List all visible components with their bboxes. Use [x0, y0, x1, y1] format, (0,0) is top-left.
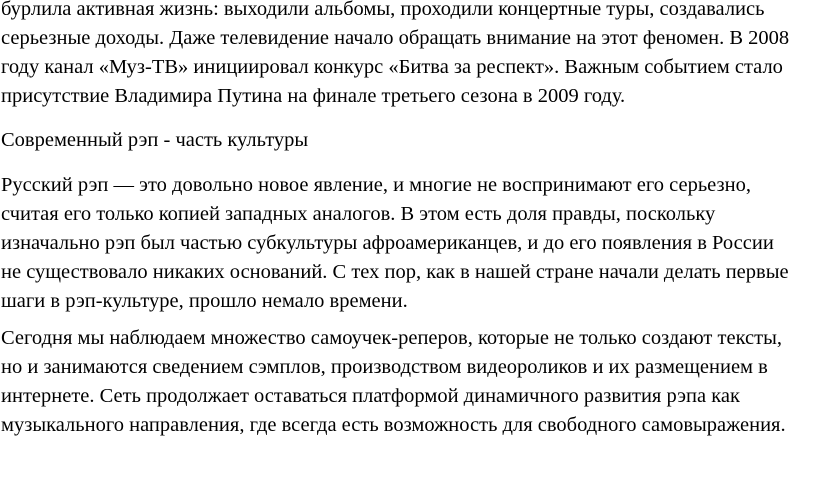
text-line: серьезные доходы. Даже телевидение начало обращать внимание на этот феномен. В 2008: [1, 27, 790, 49]
heading-text: Современный рэп - часть культуры: [1, 129, 309, 151]
text-line: считая его только копией западных аналогов. В этом есть доля правды, поскольку: [1, 203, 716, 225]
text-line: изначально рэп был частью субкультуры афроамериканцев, и до его появления в России: [1, 232, 774, 254]
text-line: присутствие Владимира Путина на финале третьего сезона в 2009 году.: [1, 85, 626, 107]
text-line: не существовало никаких оснований. С тех пор, как в нашей стране начали делать первые: [1, 261, 789, 283]
text-line: но и занимаются сведением сэмплов, производством видеороликов и их размещением в: [1, 356, 768, 378]
text-line: бурлила активная жизнь: выходили альбомы, проходили концертные туры, создавались: [1, 0, 765, 20]
text-line: шаги в рэп-культуре, прошло немало времени.: [1, 290, 408, 312]
paragraph-self-taught-rappers: [1, 324, 786, 440]
text-line: году канал «Муз-ТВ» инициировал конкурс «Битва за респект». Важным событием стало: [1, 56, 783, 78]
text-line: Русский рэп — это довольно новое явление, и многие не воспринимают его серьезно,: [1, 174, 751, 196]
section-heading: [1, 126, 308, 155]
paragraph-russian-rap: [1, 171, 789, 316]
text-line: Сегодня мы наблюдаем множество самоучек-реперов, которые не только создают тексты,: [1, 327, 782, 349]
text-line: интернете. Сеть продолжает оставаться платформой динамичного развития рэпа как: [1, 385, 740, 407]
paragraph-rap-history: [1, 0, 789, 111]
text-line: музыкального направления, где всегда есть возможность для свободного самовыражения.: [1, 414, 786, 436]
